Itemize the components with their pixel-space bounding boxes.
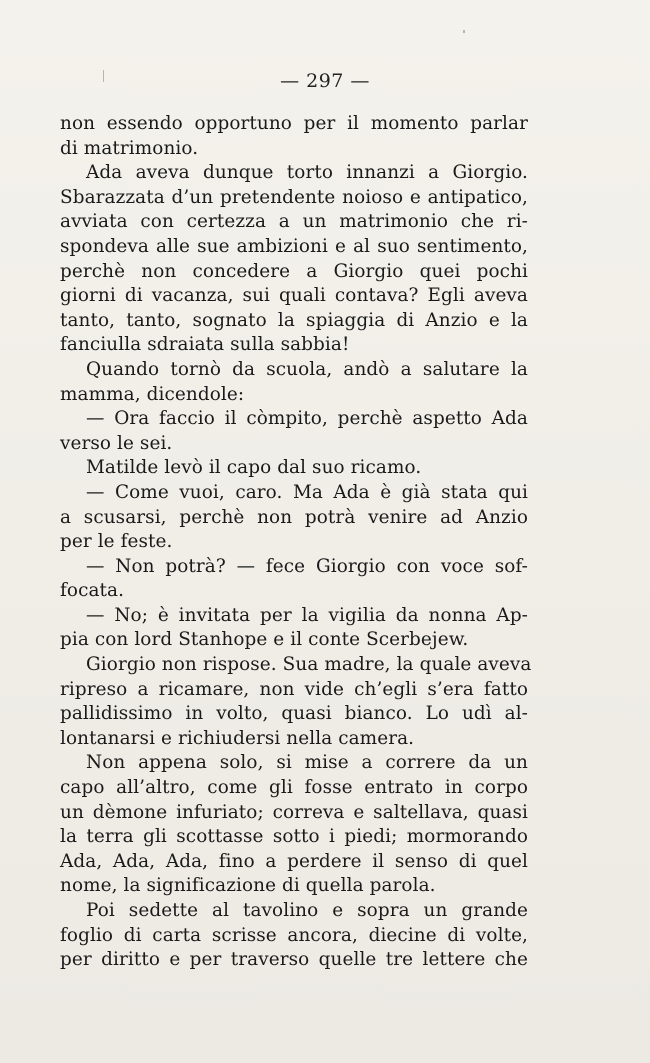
text-line: Giorgio non rispose. Sua madre, la quale aveva bbox=[86, 654, 532, 676]
text-line: nome, la significazione di quella parola. bbox=[60, 875, 436, 897]
text-line: Poi sedette al tavolino e sopra un grande bbox=[86, 900, 528, 921]
text-line: tanto, tanto, sognato la spiaggia di Anzio e la bbox=[60, 309, 528, 331]
text-line: verso le sei. bbox=[60, 432, 173, 454]
text-line: per le feste. bbox=[60, 531, 173, 553]
text-line: Non appena solo, si mise a correre da un bbox=[86, 752, 528, 774]
text-line: giorni di vacanza, sui quali contava? Egli aveva bbox=[60, 285, 528, 307]
text-line: un dèmone infuriato; correva e saltellava, quasi bbox=[60, 801, 528, 823]
text-line: a scusarsi, perchè non potrà venire ad Anzio bbox=[60, 506, 528, 528]
text-line: pia con lord Stanhope e il conte Scerbejew. bbox=[60, 629, 469, 651]
text-line: pallidissimo in volto, quasi bianco. Lo udì al- bbox=[60, 703, 528, 725]
text-line: Ada, Ada, Ada, fino a perdere il senso di quel bbox=[60, 850, 528, 872]
text-line: Quando tornò da scuola, andò a salutare la bbox=[86, 358, 528, 380]
text-line: lontanarsi e richiudersi nella camera. bbox=[60, 727, 415, 749]
text-line: — Ora faccio il còmpito, perchè aspetto Ada bbox=[86, 408, 528, 430]
text-line: capo all’altro, come gli fosse entrato in corpo bbox=[60, 777, 528, 799]
text-line: — Non potrà? — fece Giorgio con voce sof- bbox=[86, 555, 528, 577]
text-line: Sbarazzata d’un pretendente noioso e antipatico, bbox=[60, 186, 528, 208]
page-number: — 297 — bbox=[280, 70, 370, 92]
text-line: avviata con certezza a un matrimonio che ri- bbox=[60, 211, 528, 233]
text-line: Matilde levò il capo dal suo ricamo. bbox=[86, 457, 422, 479]
text-line: Ada aveva dunque torto innanzi a Giorgio. bbox=[86, 162, 528, 184]
text-line: — No; è invitata per la vigilia da nonna Ap- bbox=[86, 604, 528, 626]
text-line: — Come vuoi, caro. Ma Ada è già stata qui bbox=[86, 481, 528, 503]
text-line: focata. bbox=[60, 580, 125, 602]
text-line: non essendo opportuno per il momento parlar bbox=[60, 113, 528, 134]
text-line: mamma, dicendole: bbox=[60, 383, 245, 405]
text-line: ripreso a ricamare, non vide ch’egli s’era fatto bbox=[60, 678, 528, 700]
scan-mark-right bbox=[463, 30, 465, 33]
text-line: di matrimonio. bbox=[60, 137, 199, 159]
body-text bbox=[60, 112, 532, 973]
text-line: la terra gli scottasse sotto i piedi; mormorando bbox=[60, 826, 528, 848]
text-line: spondeva alle sue ambizioni e al suo sentimento, bbox=[60, 235, 528, 257]
text-line: perchè non concedere a Giorgio quei pochi bbox=[60, 260, 528, 282]
text-line: fanciulla sdraiata sulla sabbia! bbox=[60, 334, 350, 356]
text-line: per diritto e per traverso quelle tre lettere che bbox=[60, 949, 528, 971]
text-line: foglio di carta scrisse ancora, diecine di volte, bbox=[60, 924, 528, 946]
